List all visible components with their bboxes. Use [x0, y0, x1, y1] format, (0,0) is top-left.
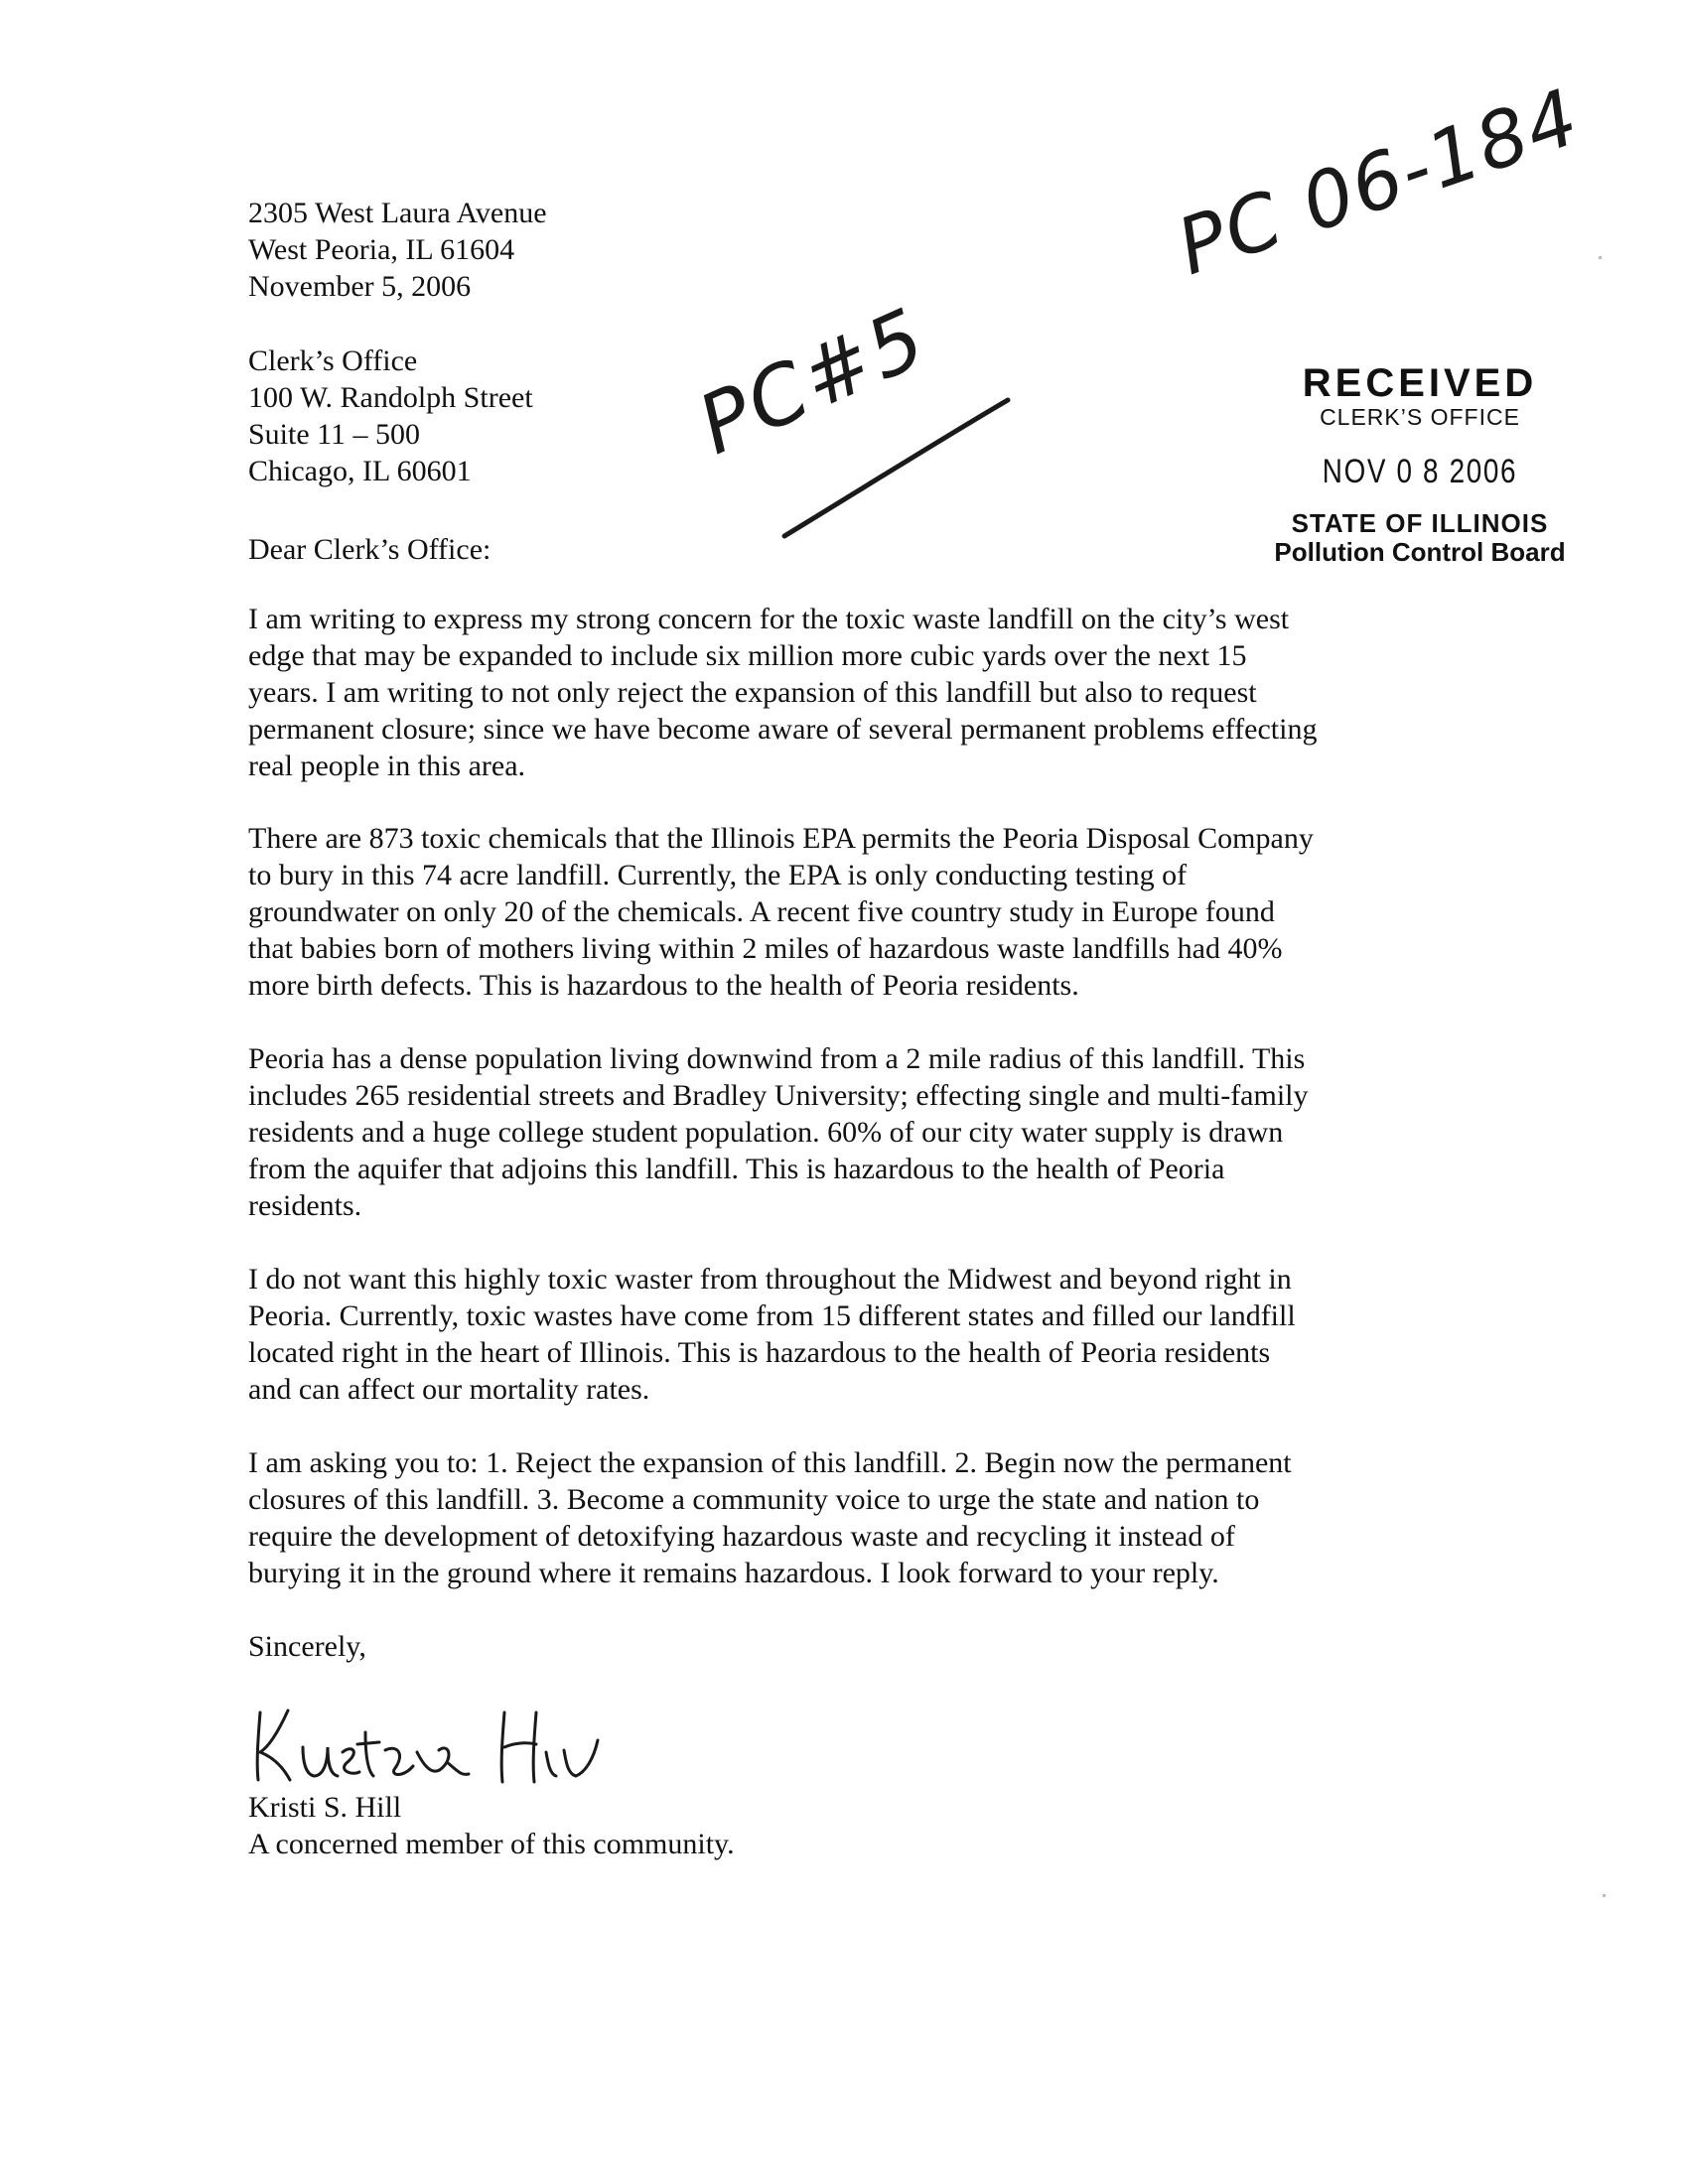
signer-block	[248, 1789, 735, 1862]
handwritten-docket-number: PC 06-184	[1167, 72, 1591, 294]
paragraph-line: to bury in this 74 acre landfill. Currently, the EPA is only conducting testing of	[248, 859, 1188, 891]
body-paragraph	[248, 1444, 1292, 1591]
paragraph-line: I do not want this highly toxic waster from throughout the Midwest and beyond right in	[248, 1263, 1292, 1296]
paragraph-line: residents and a huge college student population. 60% of our city water supply is drawn	[248, 1116, 1284, 1149]
paragraph-line: Peoria. Currently, toxic wastes have come from 15 different states and filled our landfill	[248, 1299, 1296, 1332]
body-paragraph	[248, 1040, 1309, 1224]
paragraph-line: permanent closure; since we have become aware of several permanent problems effecting	[248, 713, 1318, 746]
paragraph-line: require the development of detoxifying hazardous waste and recycling it instead of	[248, 1520, 1235, 1553]
scan-speck	[1603, 1894, 1606, 1897]
handwritten-signature	[248, 1693, 645, 1792]
paragraph-line: real people in this area.	[248, 750, 526, 782]
scan-speck	[1599, 256, 1602, 259]
sender-street: 2305 West Laura Avenue	[248, 197, 547, 229]
stamp-date: NOV 0 8 2006	[1322, 453, 1518, 490]
signer-description: A concerned member of this community.	[248, 1828, 735, 1860]
paragraph-line: I am asking you to: 1. Reject the expansion of this landfill. 2. Begin now the permanent	[248, 1446, 1292, 1479]
sender-city: West Peoria, IL 61604	[248, 233, 515, 266]
paragraph-line: groundwater on only 20 of the chemicals. A recent five country study in Europe found	[248, 895, 1275, 928]
signer-name: Kristi S. Hill	[248, 1791, 402, 1824]
paragraph-line: closures of this landfill. 3. Become a community voice to urge the state and nation to	[248, 1483, 1260, 1516]
paragraph-line: from the aquifer that adjoins this landfill. This is hazardous to the health of Peoria	[248, 1153, 1225, 1185]
handwritten-underline-stroke	[774, 392, 1013, 541]
closing: Sincerely,	[248, 1630, 366, 1663]
recipient-street: 100 W. Randolph Street	[248, 381, 533, 414]
recipient-address	[248, 342, 533, 489]
paragraph-line: edge that may be expanded to include six million more cubic yards over the next 15	[248, 639, 1247, 672]
paragraph-line: located right in the heart of Illinois. This is hazardous to the health of Peoria residents	[248, 1336, 1271, 1369]
paragraph-line: and can affect our mortality rates.	[248, 1373, 650, 1406]
paragraph-line: residents.	[248, 1189, 362, 1222]
letter-date: November 5, 2006	[248, 270, 472, 303]
paragraph-line: includes 265 residential streets and Bradley University; effecting single and multi-family	[248, 1079, 1309, 1112]
stamp-received-label: RECEIVED	[1302, 361, 1538, 405]
body-paragraph	[248, 1261, 1296, 1408]
salutation: Dear Clerk’s Office:	[248, 533, 491, 566]
paragraph-line: years. I am writing to not only reject the expansion of this landfill but also to request	[248, 676, 1257, 709]
sender-address	[248, 195, 547, 305]
paragraph-line: more birth defects. This is hazardous to the health of Peoria residents.	[248, 969, 1079, 1002]
stamp-state-label: STATE OF ILLINOIS	[1291, 508, 1549, 538]
paragraph-line: I am writing to express my strong concern for the toxic waste landfill on the city’s west	[248, 603, 1290, 635]
recipient-suite: Suite 11 – 500	[248, 418, 421, 451]
paragraph-line: Peoria has a dense population living downwind from a 2 mile radius of this landfill. This	[248, 1042, 1306, 1075]
paragraph-line: There are 873 toxic chemicals that the Illinois EPA permits the Peoria Disposal Company	[248, 822, 1314, 855]
paragraph-line: that babies born of mothers living within 2 miles of hazardous waste landfills had 40%	[248, 932, 1283, 965]
received-stamp	[1261, 362, 1579, 567]
body-paragraph	[248, 820, 1314, 1004]
body-paragraph	[248, 601, 1317, 784]
handwritten-public-comment-number: PC#5	[685, 290, 941, 474]
recipient-name: Clerk’s Office	[248, 344, 418, 377]
stamp-board-label: Pollution Control Board	[1274, 537, 1566, 567]
recipient-city: Chicago, IL 60601	[248, 455, 472, 487]
stamp-office-label: CLERK’S OFFICE	[1320, 404, 1520, 430]
paragraph-line: burying it in the ground where it remains hazardous. I look forward to your reply.	[248, 1557, 1219, 1589]
